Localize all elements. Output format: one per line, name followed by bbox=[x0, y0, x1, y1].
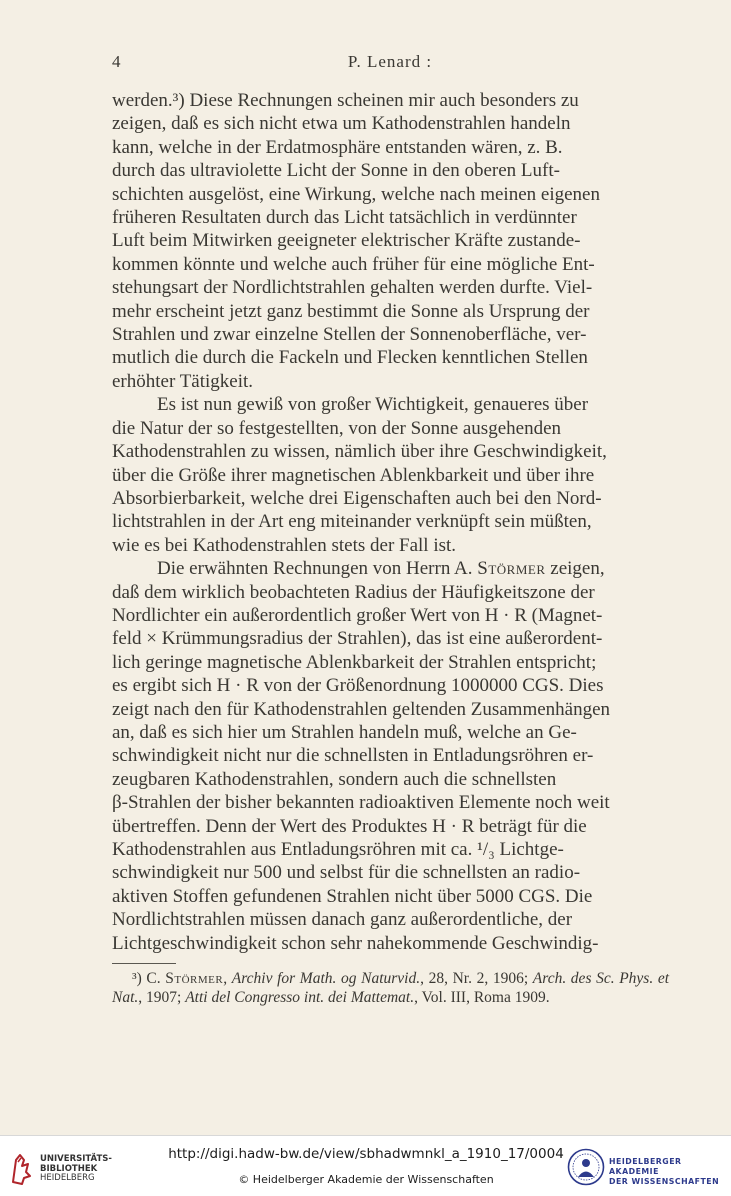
text-line: Kathodenstrahlen aus Entladungsröhren mit ca. ¹/₃ Lichtge- bbox=[112, 839, 564, 860]
academy-name-line-1: HEIDELBERGER AKADEMIE bbox=[609, 1157, 682, 1176]
text-line: Nordlichtstrahlen müssen danach ganz außerordentliche, der bbox=[112, 909, 573, 931]
footnote-separator: , bbox=[223, 970, 228, 987]
copyright-notice: © Heidelberger Akademie der Wissenschaften bbox=[238, 1173, 494, 1186]
text-line: β-Strahlen der bisher bekannten radioaktiven Elemente noch weit bbox=[112, 792, 610, 814]
library-name-line-1: UNIVERSITÄTS- bbox=[40, 1154, 112, 1164]
text-line: zeugbaren Kathodenstrahlen, sondern auch die schnellsten bbox=[112, 768, 557, 790]
text-line: es ergibt sich H · R von der Größenordnung 1000000 CGS. Dies bbox=[112, 675, 604, 697]
paragraph-3 bbox=[112, 557, 669, 955]
footnote-tail: Vol. III, Roma 1909. bbox=[421, 989, 550, 1006]
text-line: daß dem wirklich beobachteten Radius der Häufigkeitszone der bbox=[112, 581, 595, 603]
academy-name-line-2: DER WISSENSCHAFTEN bbox=[609, 1177, 720, 1186]
text-line: schwindigkeit nur 500 und selbst für die schnellsten an radio- bbox=[112, 862, 581, 884]
text-line: erhöhter Tätigkeit. bbox=[112, 370, 254, 392]
text-line: wie es bei Kathodenstrahlen stets der Fall ist. bbox=[112, 534, 457, 556]
body-text bbox=[112, 89, 669, 955]
text-line: die Natur der so festgestellten, von der Sonne ausgehenden bbox=[112, 417, 562, 439]
text-line: stehungsart der Nordlichtstrahlen gehalten werden durfte. Viel- bbox=[112, 277, 593, 299]
page-header bbox=[112, 52, 668, 76]
footnote-ref-2: , 1907; bbox=[138, 989, 182, 1006]
text-line: an, daß es sich hier um Strahlen handeln muß, welche an Ge- bbox=[112, 721, 577, 743]
library-name-line-2: BIBLIOTHEK bbox=[40, 1163, 98, 1174]
text-line: schichten ausgelöst, eine Wirkung, welche nach meinen eigenen bbox=[112, 183, 600, 205]
text-line: Strahlen und zwar einzelne Stellen der Sonnenoberfläche, ver- bbox=[112, 324, 587, 346]
text-line: zeigen, daß es sich nicht etwa um Kathodenstrahlen handeln bbox=[112, 113, 571, 135]
footnote-journal-3: Atti del Congresso int. dei Mattemat. bbox=[185, 989, 415, 1006]
library-name-line-3: HEIDELBERG bbox=[40, 1173, 95, 1183]
text-line: übertreffen. Denn der Wert des Produktes H · R beträgt für die bbox=[112, 815, 587, 837]
text-line: lich geringe magnetische Ablenkbarkeit der Strahlen entspricht; bbox=[112, 651, 597, 673]
text-line: mehr erscheint jetzt ganz bestimmt die Sonne als Ursprung der bbox=[112, 300, 590, 322]
running-head: P. Lenard : bbox=[347, 52, 433, 71]
university-library-logo[interactable] bbox=[10, 1150, 128, 1186]
author-name: Störmer bbox=[477, 558, 546, 580]
library-name bbox=[40, 1155, 112, 1184]
text-line: Kathodenstrahlen zu wissen, nämlich über ihre Geschwindigkeit, bbox=[112, 441, 607, 463]
text-line: über die Größe ihrer magnetischen Ablenkbarkeit und über ihre bbox=[112, 464, 595, 486]
text-line: kommen könnte und welche auch früher für eine mögliche Ent- bbox=[112, 253, 595, 275]
footnote-ref-1: , 28, Nr. 2, 1906; bbox=[420, 970, 529, 987]
footnote-ref-3: , bbox=[414, 989, 418, 1006]
paragraph-3-line-end: zeigen, bbox=[550, 558, 605, 580]
paragraph-3-line-start: Die erwähnten Rechnungen von Herrn A. bbox=[157, 558, 473, 580]
text-line: kann, welche in der Erdatmosphäre entstanden wären, z. B. bbox=[112, 136, 563, 158]
footnote-journal-2: Arch. des Sc. Phys. et Nat. bbox=[112, 970, 670, 1006]
footnote-rule bbox=[112, 963, 176, 964]
text-line: lichtstrahlen in der Art eng miteinander verknüpft sein müßten, bbox=[112, 511, 592, 533]
text-line: feld × Krümmungsradius der Strahlen), das ist eine außerordent- bbox=[112, 628, 603, 650]
text-line: Luft beim Mitwirken geeigneter elektrischer Kräfte zustande- bbox=[112, 230, 581, 252]
text-line: Es ist nun gewiß von großer Wichtigkeit, genaueres über bbox=[157, 394, 589, 416]
academy-name bbox=[609, 1157, 731, 1187]
footnote-journal-1: Archiv for Math. og Naturvid. bbox=[231, 970, 421, 987]
text-line: mutlich die durch die Fackeln und Flecken kenntlichen Stellen bbox=[112, 347, 588, 369]
permalink-url[interactable]: http://digi.hadw-bw.de/view/sbhadwmnkl_a_1910_17/0004 bbox=[168, 1146, 564, 1162]
footnote-author: Störmer bbox=[165, 970, 224, 987]
text-line: Absorbierbarkeit, welche drei Eigenschaften auch bei den Nord- bbox=[112, 487, 602, 509]
page-number: 4 bbox=[112, 52, 121, 71]
text-line: werden.³) Diese Rechnungen scheinen mir auch besonders zu bbox=[112, 90, 579, 111]
text-line: Nordlichter ein außerordentlich großer Wert von H · R (Magnet- bbox=[112, 604, 603, 626]
paragraph-2 bbox=[112, 393, 669, 557]
viewer-footer bbox=[0, 1135, 731, 1196]
paragraph-1 bbox=[112, 89, 669, 393]
text-line: früheren Resultaten durch das Licht tatsächlich in verdünnter bbox=[112, 207, 577, 229]
text-line: durch das ultraviolette Licht der Sonne in den oberen Luft- bbox=[112, 160, 560, 182]
text-line: zeigt nach den für Kathodenstrahlen geltenden Zusammenhängen bbox=[112, 698, 611, 720]
text-line: schwindigkeit nicht nur die schnellsten in Entladungsröhren er- bbox=[112, 745, 594, 767]
academy-seal-icon[interactable] bbox=[567, 1148, 605, 1186]
library-lion-icon bbox=[10, 1152, 32, 1186]
footnote-marker: ³) C. bbox=[132, 970, 161, 987]
text-line: aktiven Stoffen gefundenen Strahlen nicht über 5000 CGS. Die bbox=[112, 885, 593, 907]
footnote-3 bbox=[112, 969, 669, 1007]
text-line: Lichtgeschwindigkeit schon sehr nahekommende Geschwindig- bbox=[112, 932, 599, 954]
